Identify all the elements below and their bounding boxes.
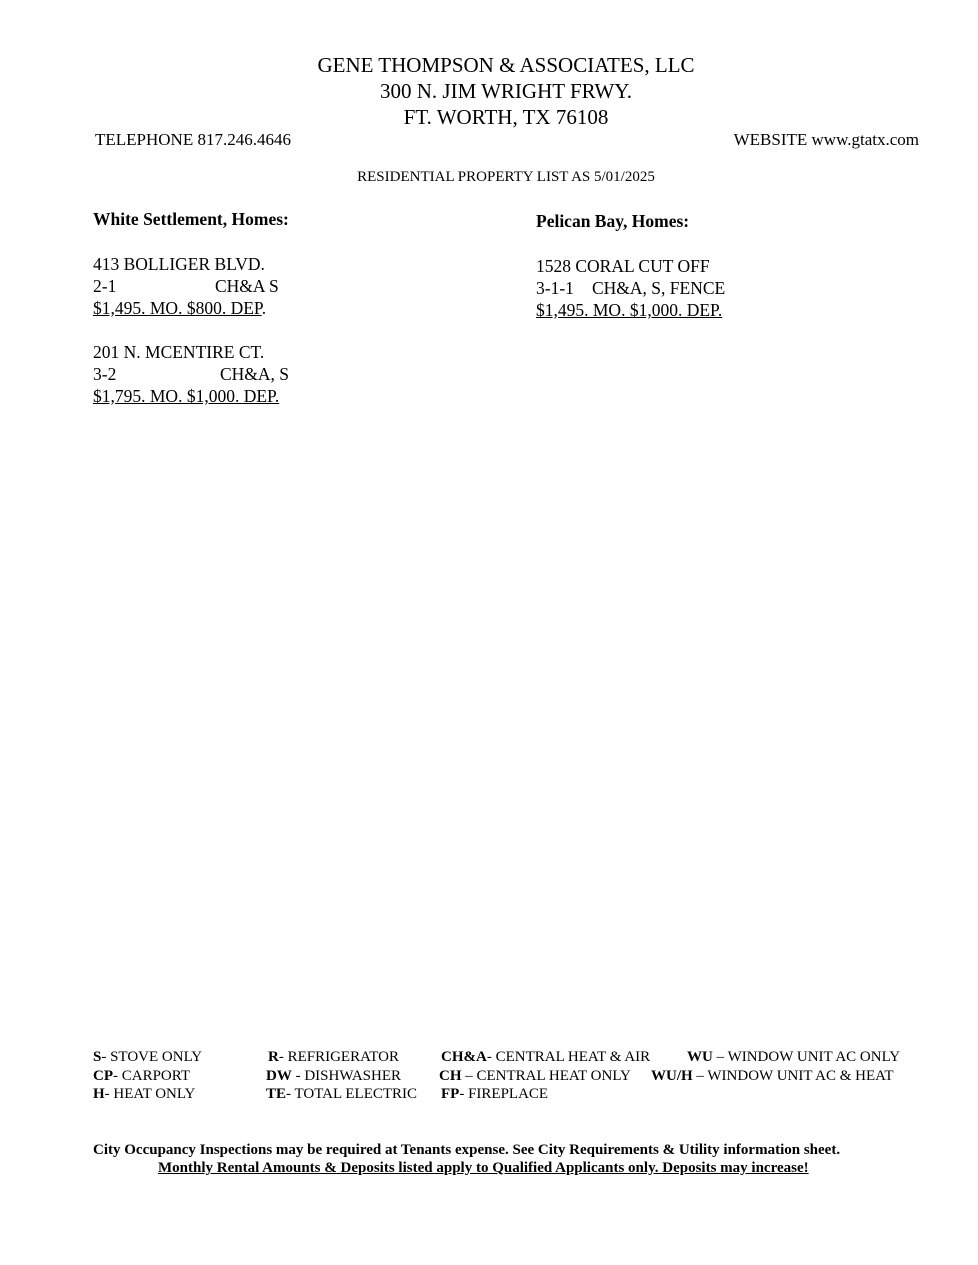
legend-desc: - CARPORT xyxy=(113,1068,191,1084)
footer-inspection-note: City Occupancy Inspections may be required at Tenants expense. See City Requirements & Utility information sheet. xyxy=(93,1142,841,1158)
website: WEBSITE www.gtatx.com xyxy=(733,130,919,149)
listing-address: 1528 CORAL CUT OFF xyxy=(536,256,710,276)
legend-abbr: FP xyxy=(441,1086,460,1102)
legend-desc: - DISHWASHER xyxy=(291,1068,402,1084)
legend-item xyxy=(266,1067,401,1086)
legend-item xyxy=(266,1085,417,1104)
legend-desc: - HEAT ONLY xyxy=(104,1086,196,1102)
legend-desc: - STOVE ONLY xyxy=(101,1049,203,1065)
listing-price-suffix: . xyxy=(261,298,267,318)
legend-abbr: WU/H xyxy=(651,1068,693,1084)
telephone: TELEPHONE 817.246.4646 xyxy=(95,130,291,149)
legend-item xyxy=(93,1085,195,1104)
legend-item xyxy=(93,1067,190,1086)
legend-desc: - TOTAL ELECTRIC xyxy=(286,1086,418,1102)
section-heading-pelican-bay: Pelican Bay, Homes: xyxy=(536,211,690,231)
listing-address: 413 BOLLIGER BLVD. xyxy=(93,254,265,274)
footer-deposit-note: Monthly Rental Amounts & Deposits listed apply to Qualified Applicants only. Deposits may increase! xyxy=(158,1160,809,1176)
section-heading-white-settlement: White Settlement, Homes: xyxy=(93,209,289,229)
legend-abbr: S xyxy=(93,1049,102,1065)
company-name: GENE THOMPSON & ASSOCIATES, LLC xyxy=(317,53,695,77)
listing-price xyxy=(93,297,266,319)
listing-features: CH&A, S, FENCE xyxy=(592,278,726,298)
legend-abbr: WU xyxy=(687,1049,713,1065)
listing-rooms: 3-2 xyxy=(93,364,117,384)
legend-item xyxy=(441,1048,650,1067)
listing-price: $1,495. MO. $1,000. DEP. xyxy=(536,300,723,320)
listing-features: CH&A, S xyxy=(220,364,290,384)
listing-rooms: 2-1 xyxy=(93,276,117,296)
legend-item xyxy=(268,1048,399,1067)
company-address-city: FT. WORTH, TX 76108 xyxy=(403,105,609,129)
legend-item xyxy=(687,1048,900,1067)
legend-desc: - CENTRAL HEAT & AIR xyxy=(486,1049,651,1065)
legend-item xyxy=(651,1067,894,1086)
legend-abbr: TE xyxy=(266,1086,287,1102)
legend-abbr: CP xyxy=(93,1068,113,1084)
legend-desc: - REFRIGERATOR xyxy=(278,1049,399,1065)
legend-desc: – CENTRAL HEAT ONLY xyxy=(461,1068,631,1084)
legend-item xyxy=(441,1085,548,1104)
legend-abbr: DW xyxy=(266,1068,292,1084)
legend-desc: – WINDOW UNIT AC & HEAT xyxy=(692,1068,894,1084)
legend-abbr: R xyxy=(268,1049,279,1065)
listing-address: 201 N. MCENTIRE CT. xyxy=(93,342,265,362)
legend-item xyxy=(439,1067,631,1086)
listing-price: $1,795. MO. $1,000. DEP. xyxy=(93,386,280,406)
legend-abbr: H xyxy=(93,1086,105,1102)
list-title: RESIDENTIAL PROPERTY LIST AS 5/01/2025 xyxy=(357,169,655,185)
legend-item xyxy=(93,1048,202,1067)
listing-features: CH&A S xyxy=(215,276,279,296)
legend-desc: – WINDOW UNIT AC ONLY xyxy=(712,1049,901,1065)
listing-price-text: $1,495. MO. $800. DEP xyxy=(93,298,262,318)
legend-desc: - FIREPLACE xyxy=(459,1086,549,1102)
company-address-street: 300 N. JIM WRIGHT FRWY. xyxy=(379,79,633,103)
legend-abbr: CH xyxy=(439,1068,462,1084)
legend-abbr: CH&A xyxy=(441,1049,487,1065)
listing-rooms: 3-1-1 xyxy=(536,278,574,298)
